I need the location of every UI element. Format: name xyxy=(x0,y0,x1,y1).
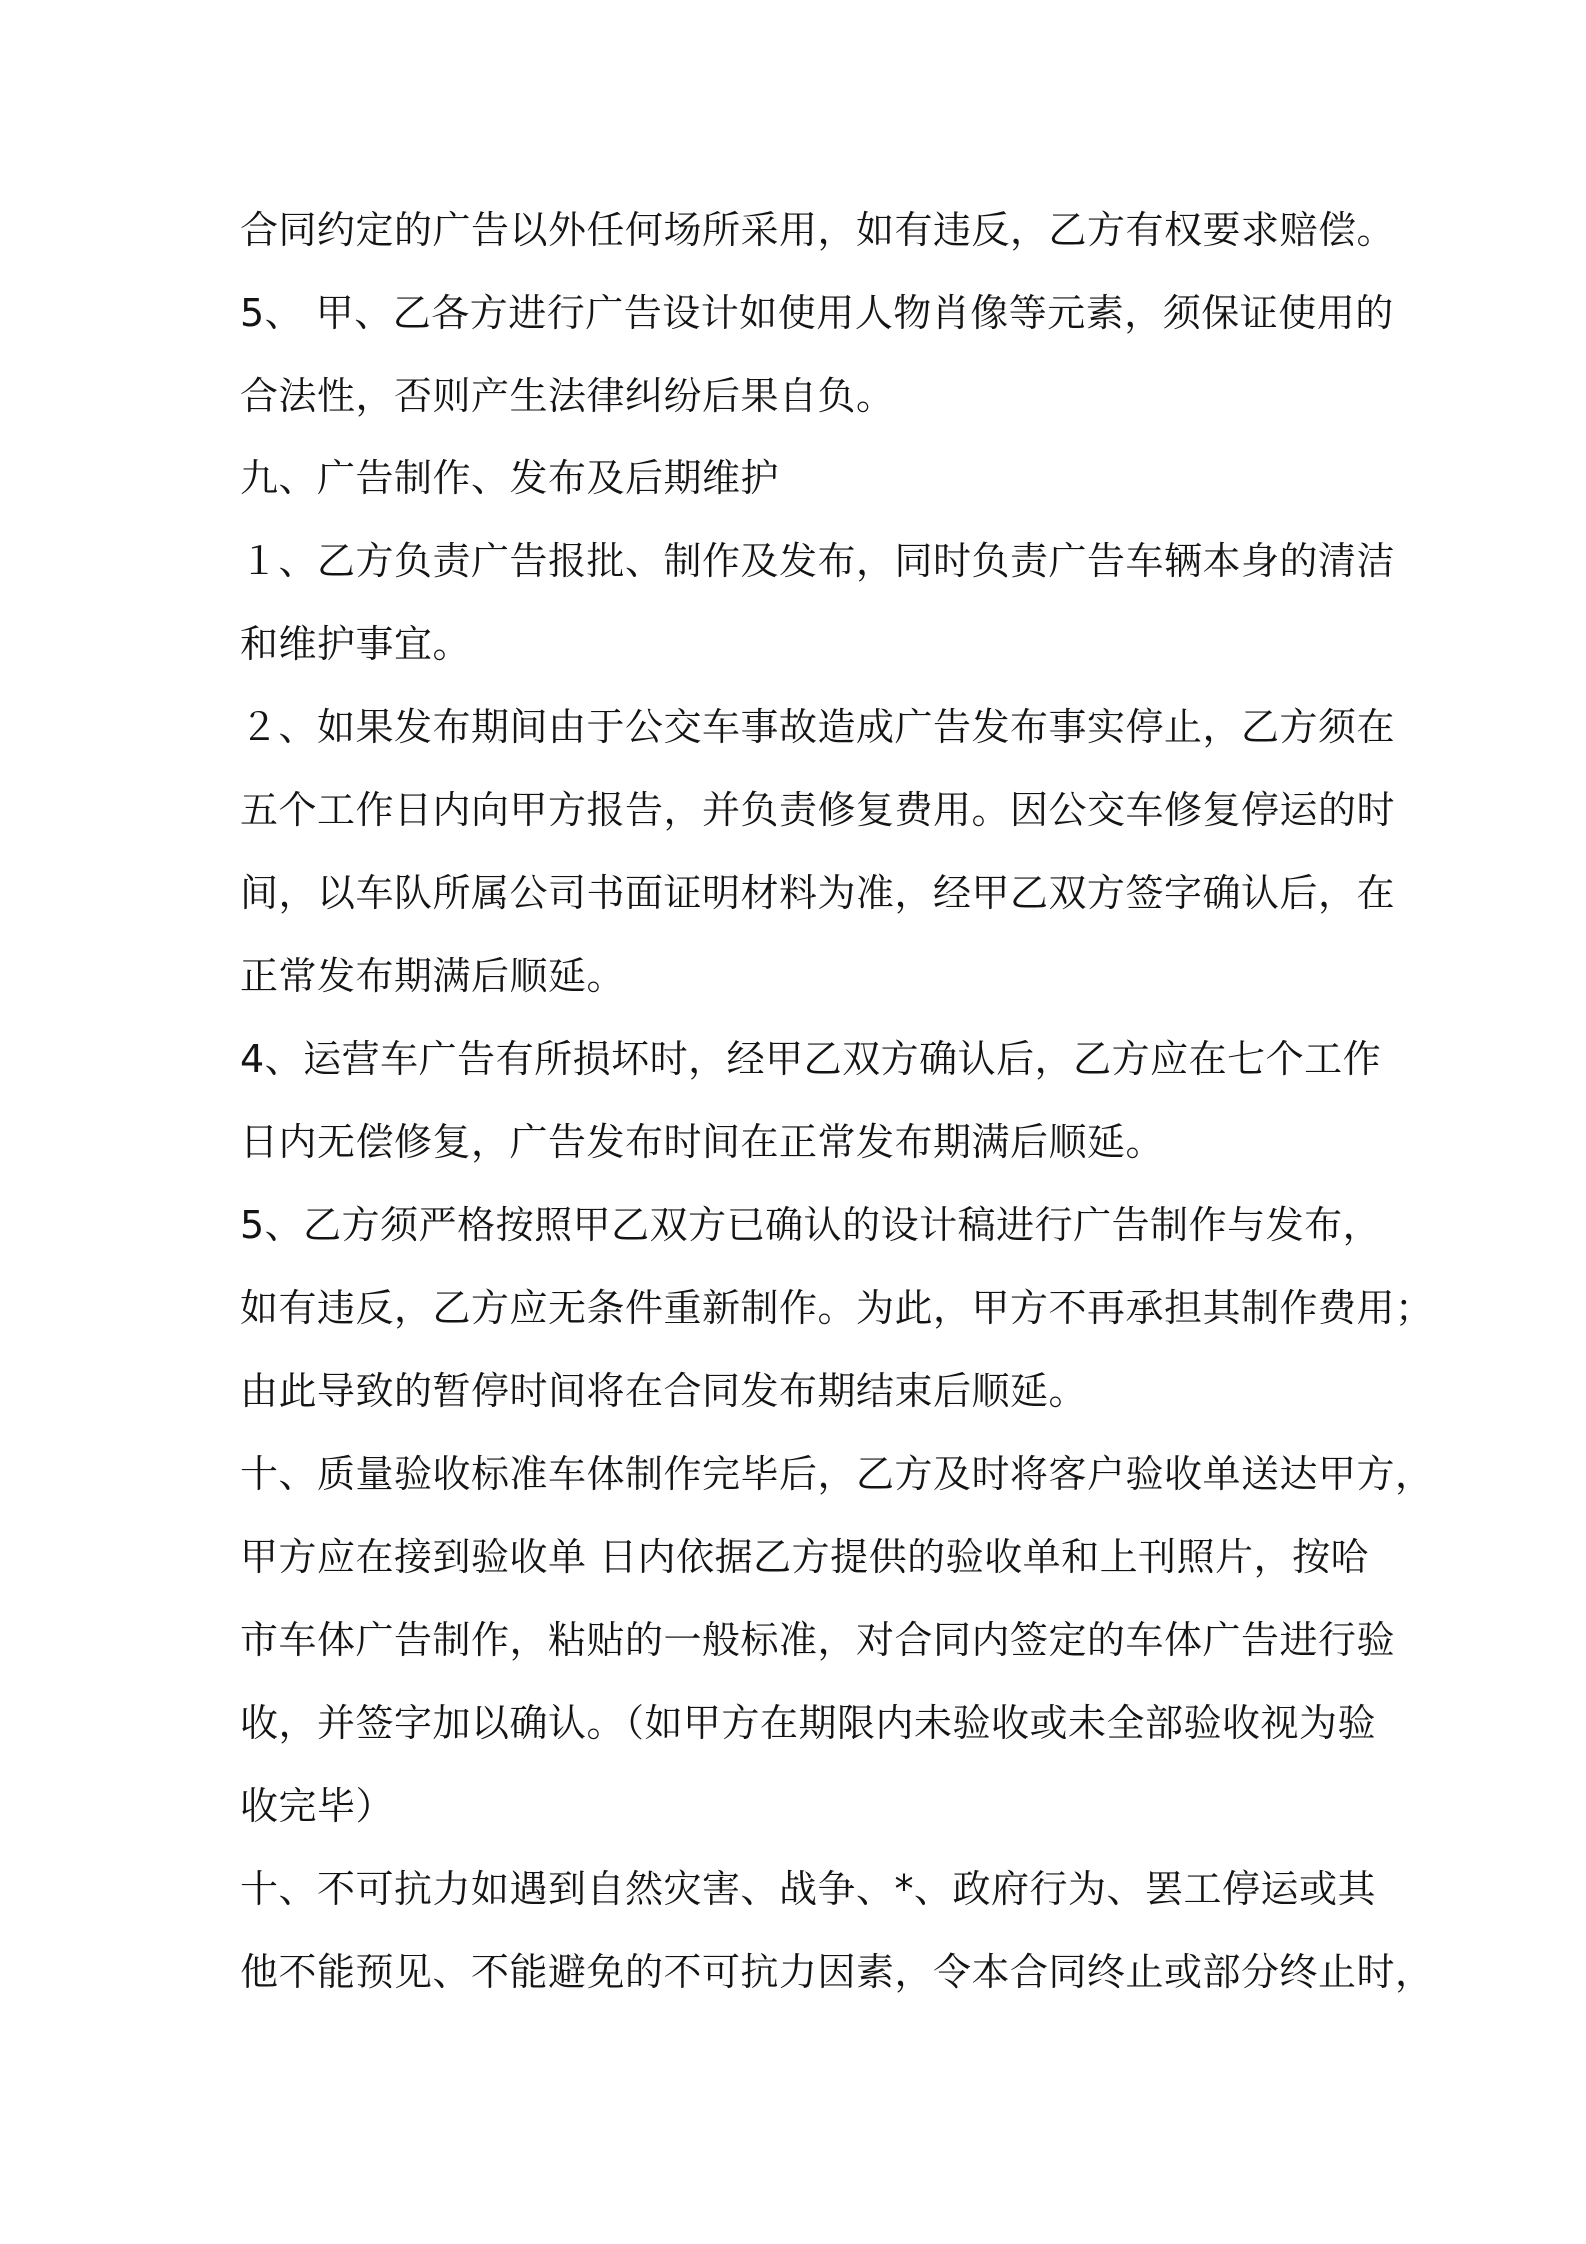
text-line: 甲方应在接到验收单 日内依据乙方提供的验收单和上刊照片，按哈 xyxy=(240,1535,1370,1579)
text-line: 间，以车队所属公司书面证明材料为准，经甲乙双方签字确认后，在 xyxy=(240,871,1396,915)
section-heading: 九、广告制作、发布及后期维护 xyxy=(240,456,780,500)
text-line: 如有违反，乙方应无条件重新制作。为此，甲方不再承担其制作费用； xyxy=(240,1286,1434,1330)
text-line: 收完毕） xyxy=(240,1784,395,1828)
text-line: １、乙方负责广告报批、制作及发布，同时负责广告车辆本身的清洁 xyxy=(240,539,1396,583)
text-line: 合同约定的广告以外任何场所采用，如有违反，乙方有权要求赔偿。 xyxy=(240,208,1396,252)
text-line: 五个工作日内向甲方报告，并负责修复费用。因公交车修复停运的时 xyxy=(240,788,1396,832)
text-line: 5、 甲、乙各方进行广告设计如使用人物肖像等元素，须保证使用的 xyxy=(240,291,1394,335)
text-line: 4、运营车广告有所损坏时，经甲乙双方确认后，乙方应在七个工作 xyxy=(240,1037,1382,1081)
text-line: 5、乙方须严格按照甲乙双方已确认的设计稿进行广告制作与发布， xyxy=(240,1203,1382,1247)
text-line: 市车体广告制作，粘贴的一般标准，对合同内签定的车体广告进行验 xyxy=(240,1618,1396,1662)
text-line: ２、如果发布期间由于公交车事故造成广告发布事实停止，乙方须在 xyxy=(240,705,1396,749)
text-line: 正常发布期满后顺延。 xyxy=(240,954,626,998)
text-line: 日内无偿修复，广告发布时间在正常发布期满后顺延。 xyxy=(240,1120,1165,1164)
text-line: 他不能预见、不能避免的不可抗力因素，令本合同终止或部分终止时， xyxy=(240,1950,1434,1994)
text-line: 由此导致的暂停时间将在合同发布期结束后顺延。 xyxy=(240,1369,1088,1413)
text-line: 合法性，否则产生法律纠纷后果自负。 xyxy=(240,374,895,418)
text-line: 十、不可抗力如遇到自然灾害、战争、*、政府行为、罢工停运或其 xyxy=(240,1867,1377,1911)
text-line: 收，并签字加以确认。（如甲方在期限内未验收或未全部验收视为验 xyxy=(240,1701,1377,1745)
text-line: 十、质量验收标准车体制作完毕后，乙方及时将客户验收单送达甲方， xyxy=(240,1452,1434,1496)
text-line: 和维护事宜。 xyxy=(240,622,472,666)
